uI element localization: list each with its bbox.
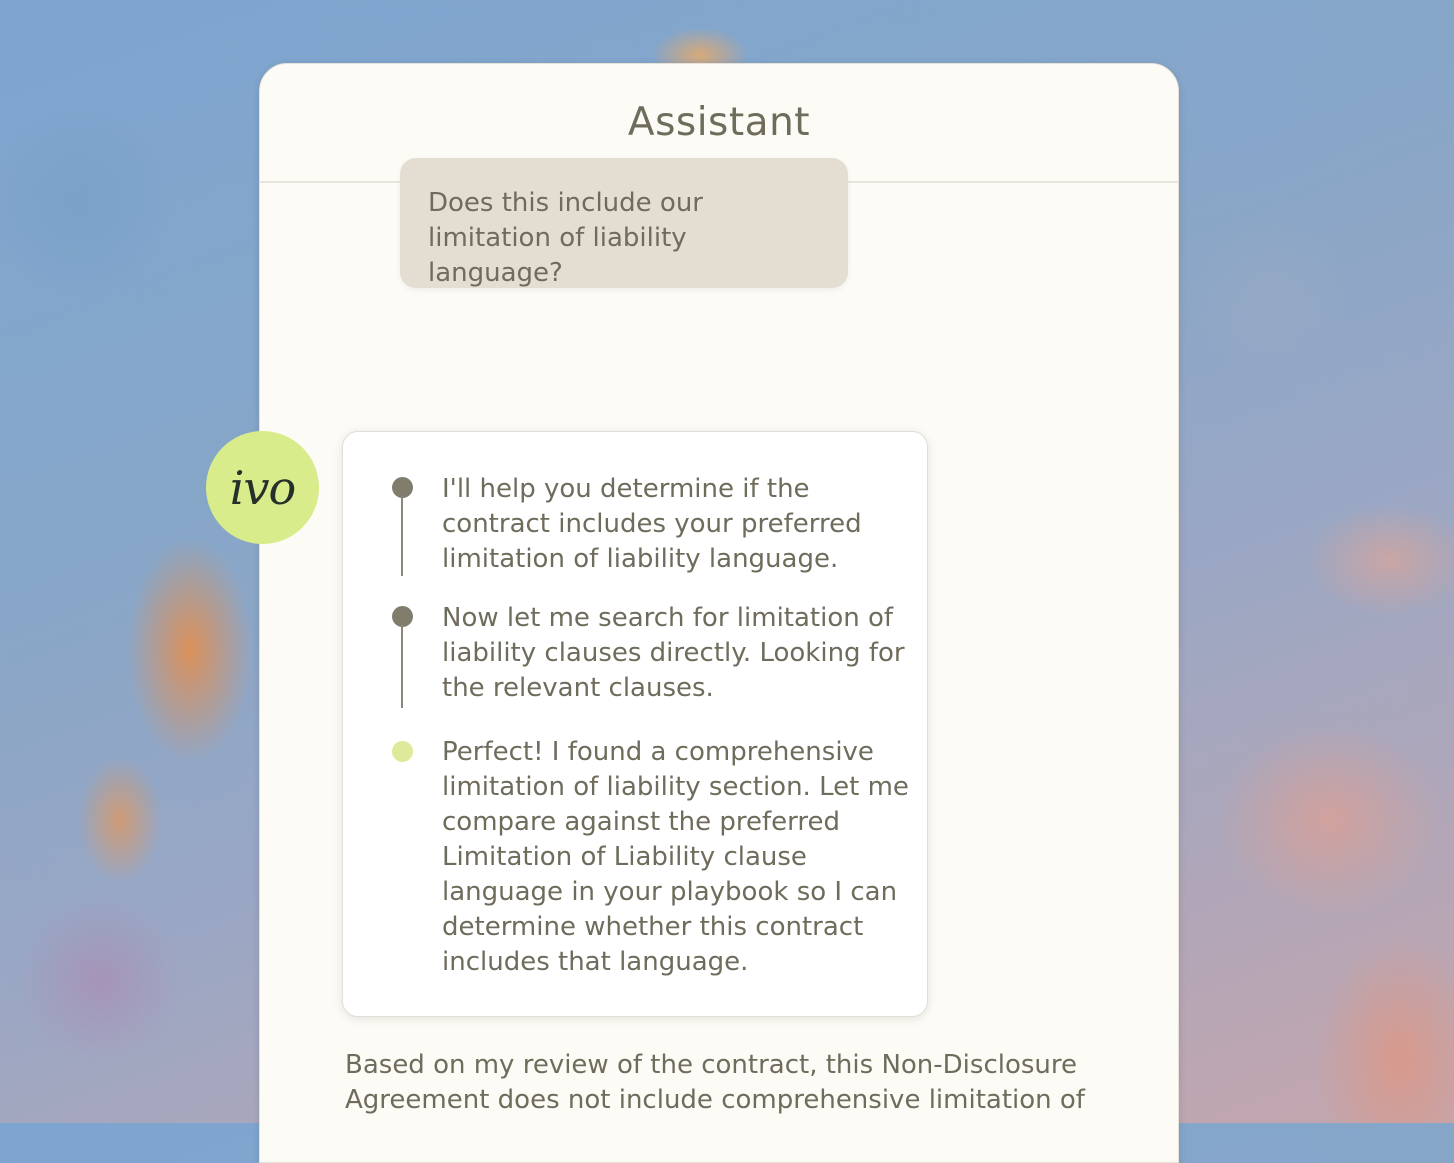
step-current-dot-icon xyxy=(392,741,413,762)
step-connector-line xyxy=(401,625,403,708)
assistant-avatar xyxy=(206,431,319,544)
step-connector-line xyxy=(401,496,403,576)
step-complete-dot-icon xyxy=(392,477,413,498)
assistant-steps-card xyxy=(342,431,928,1017)
step-text: I'll help you determine if the contract includes your preferred limitation of liability language. xyxy=(442,474,862,574)
panel-title: Assistant xyxy=(627,100,811,145)
step-complete-dot-icon xyxy=(392,606,413,627)
user-message-bubble xyxy=(400,158,848,288)
assistant-response-text: Based on my review of the contract, this Non-Disclosure Agreement does not include comprehensive limitation of xyxy=(345,1050,1085,1115)
user-message-text: Does this include our limitation of liability language? xyxy=(428,188,703,288)
step-text: Perfect! I found a comprehensive limitation of liability section. Let me compare against the preferred Limitation of Liability clause language in your playbook so I can determine whether this contract includes that language. xyxy=(442,737,909,977)
step-text: Now let me search for limitation of liability clauses directly. Looking for the relevant clauses. xyxy=(442,603,905,703)
ivo-logo-icon: ivo xyxy=(229,460,296,515)
